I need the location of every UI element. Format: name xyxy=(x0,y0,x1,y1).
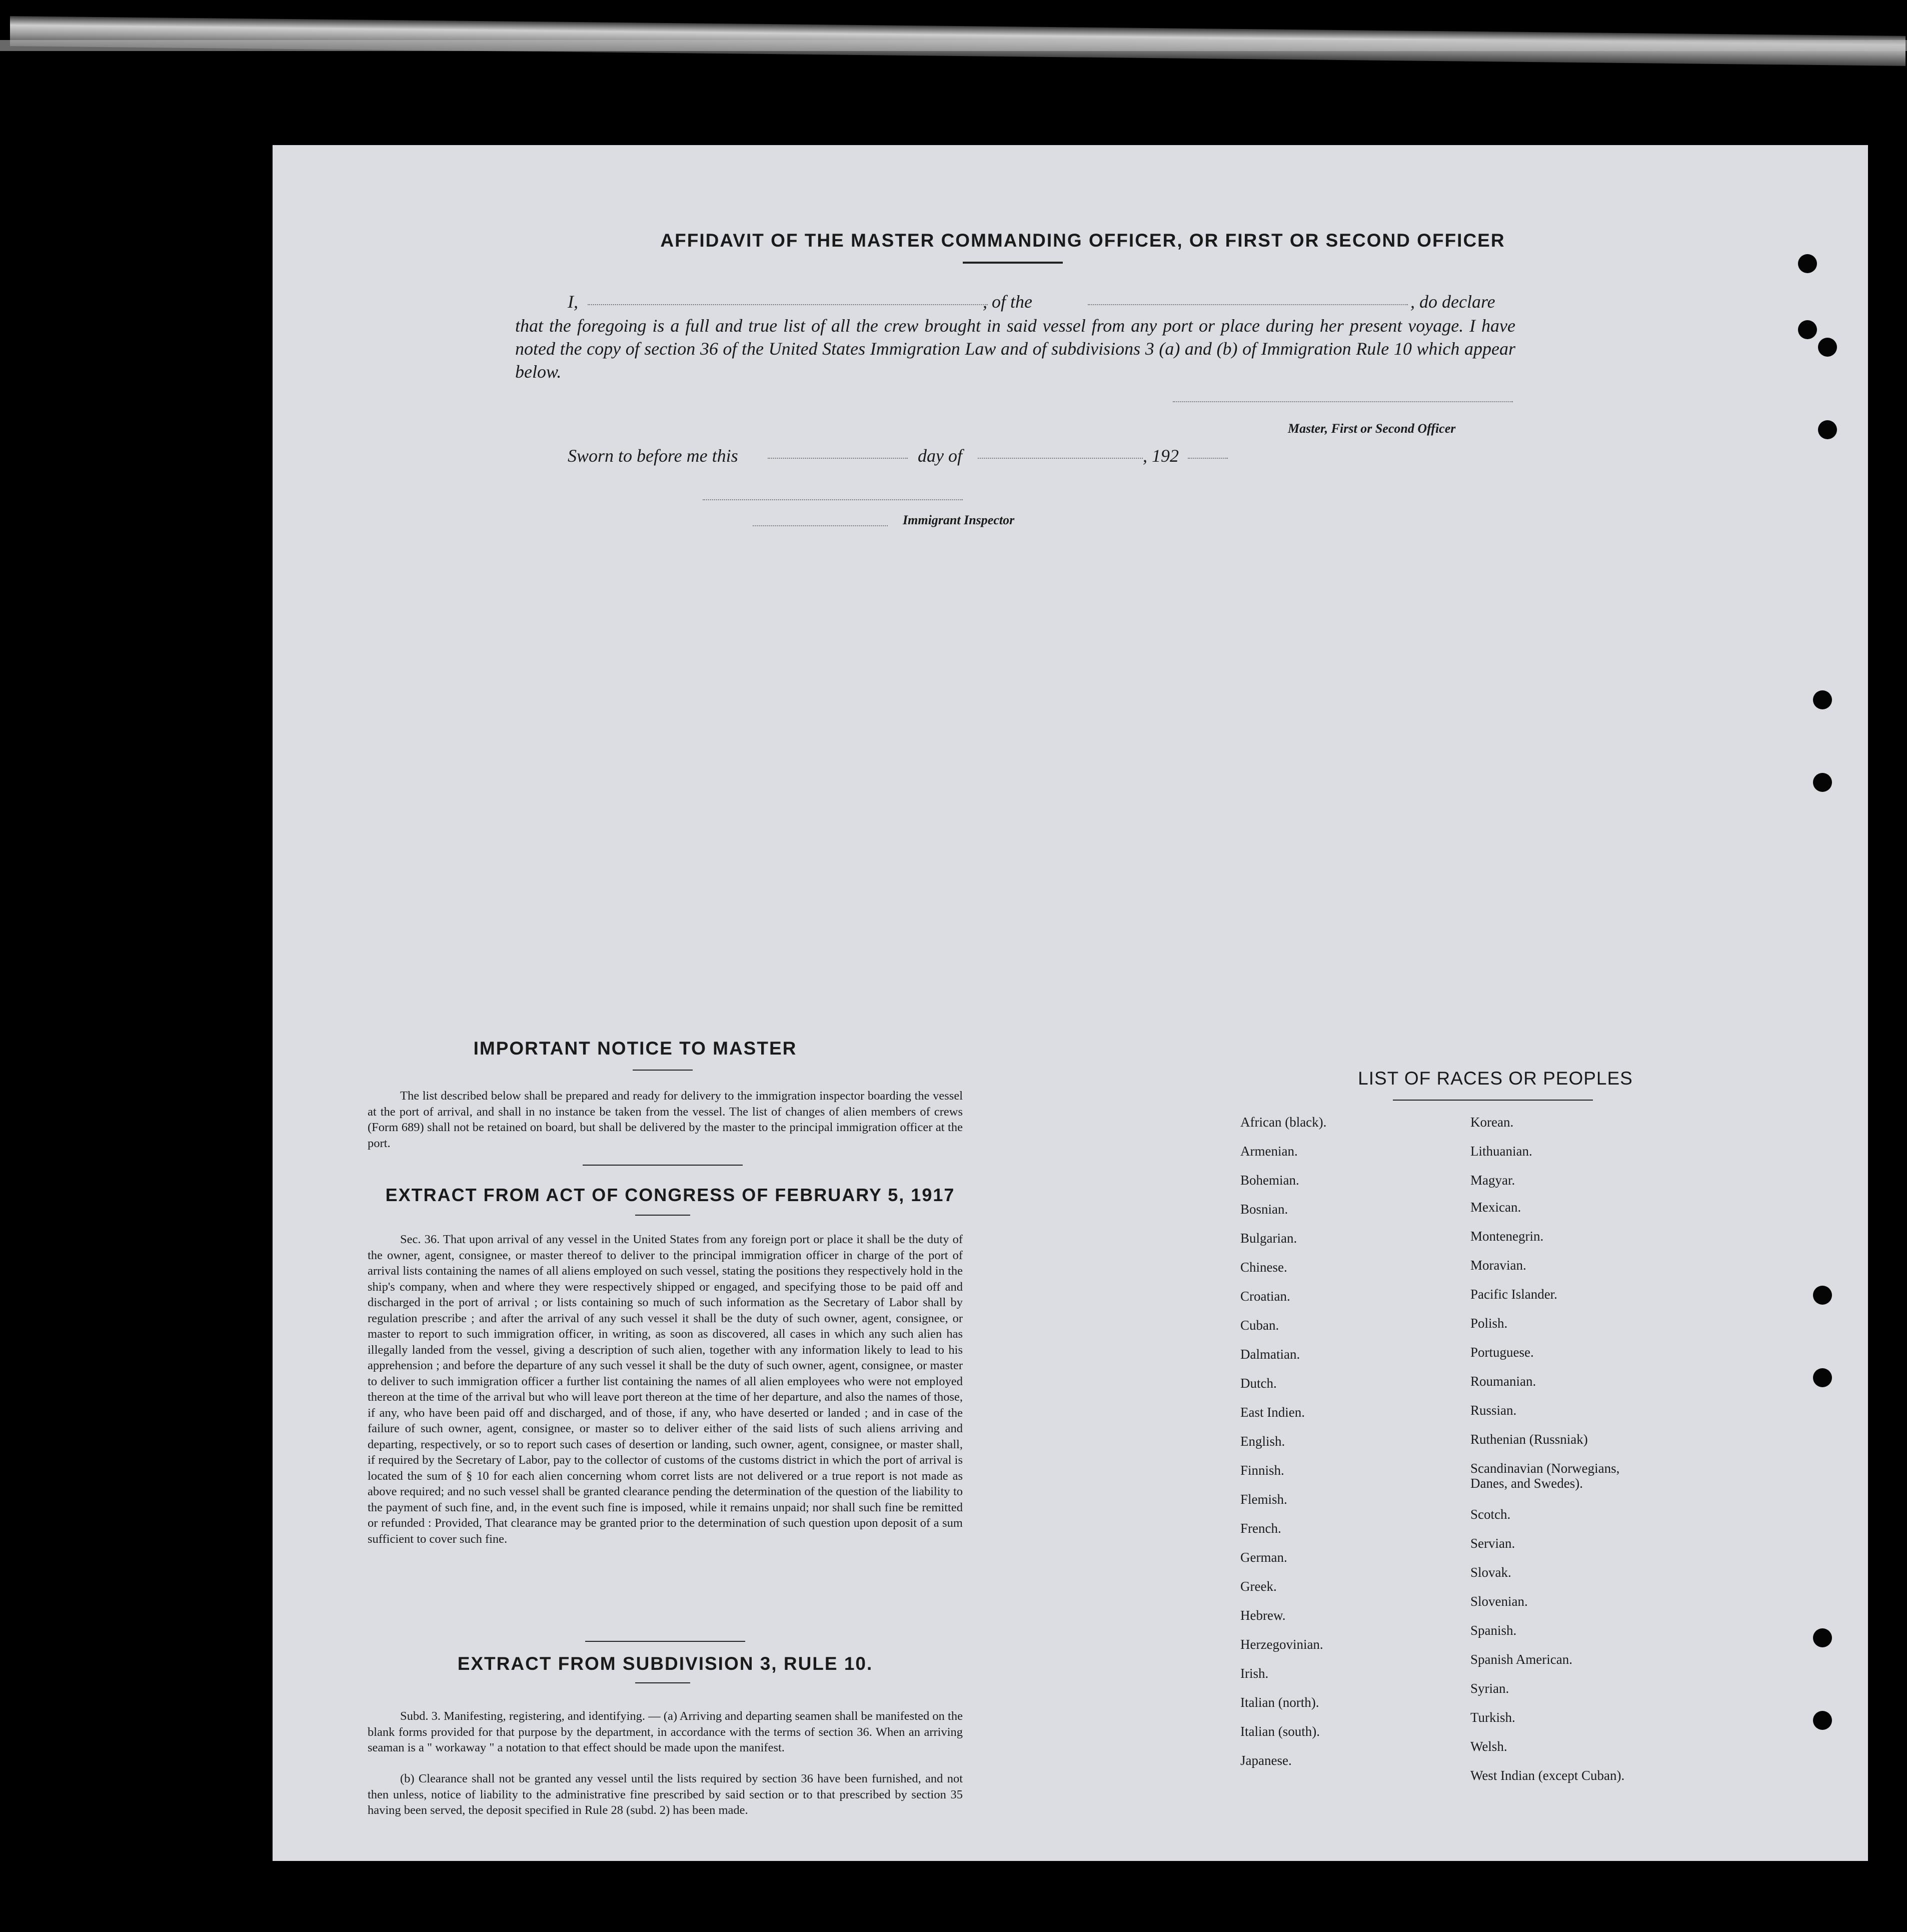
race-item: Finnish. xyxy=(1240,1463,1284,1478)
race-item: English. xyxy=(1240,1434,1285,1449)
punch-hole xyxy=(1813,1368,1832,1387)
race-item: Scotch. xyxy=(1470,1507,1511,1522)
notice-bottom-rule xyxy=(583,1165,743,1166)
inspector-signature-field[interactable] xyxy=(703,499,963,500)
punch-hole xyxy=(1813,773,1832,792)
race-item: Irish. xyxy=(1240,1666,1269,1681)
punch-hole xyxy=(1818,338,1837,357)
rule-title-rule xyxy=(635,1682,690,1683)
affidavit-title: AFFIDAVIT OF THE MASTER COMMANDING OFFICER, OR FIRST OR SECOND OFFICER xyxy=(660,230,1505,251)
race-item: German. xyxy=(1240,1550,1287,1565)
race-item: Portuguese. xyxy=(1470,1345,1534,1360)
race-item: Bohemian. xyxy=(1240,1173,1299,1188)
race-item: Ruthenian (Russniak) xyxy=(1470,1432,1588,1447)
race-item: Korean. xyxy=(1470,1115,1514,1130)
race-item: Mexican. xyxy=(1470,1200,1521,1215)
punch-hole xyxy=(1813,690,1832,709)
affidavit-text: that the foregoing is a full and true list of all the crew brought in said vessel from any port or place during her present voyage. I have noted the copy of section 36 of the United States Immigration Law and of subdivisions 3 (a) and (b) of Immigration Rule 10 which appear below. xyxy=(515,316,1515,382)
race-item: Polish. xyxy=(1470,1316,1508,1331)
affidavit-of-the: , of the xyxy=(983,292,1032,312)
punch-hole xyxy=(1813,1286,1832,1305)
scan-top-edge xyxy=(0,0,1907,75)
race-item: Spanish. xyxy=(1470,1623,1517,1638)
inspector-line xyxy=(753,525,888,526)
vessel-name-field[interactable] xyxy=(1088,304,1408,305)
act-rule xyxy=(635,1215,690,1216)
race-item: Japanese. xyxy=(1240,1753,1292,1768)
act-bottom-rule xyxy=(585,1641,745,1642)
race-item: Italian (north). xyxy=(1240,1695,1319,1710)
race-item: Chinese. xyxy=(1240,1260,1287,1275)
notice-rule xyxy=(633,1070,693,1071)
year-text: , 192 xyxy=(1143,446,1179,466)
race-item: Servian. xyxy=(1470,1536,1515,1551)
master-signature-field[interactable] xyxy=(1173,401,1513,402)
punch-hole xyxy=(1818,420,1837,439)
race-item: Turkish. xyxy=(1470,1710,1515,1725)
notice-text: The list described below shall be prepared and ready for delivery to the immigration inspector boarding the vessel at the port of arrival, and shall in no instance be taken from the vessel. The list of changes of alien members of crews (Form 689) shall not be retained on board, but shall be delivered by the master to the principal immigration officer at the port. xyxy=(368,1089,963,1150)
act-text: Sec. 36. That upon arrival of any vessel in the United States from any foreign port or place it shall be the duty of the owner, agent, consignee, or master thereof to deliver to the principal immigration officer in charge of the port of arrival lists containing the names of all aliens employed on such vessel, stating the positions they respectively hold in the ship's company, when and where they were respectively shipped or engaged, and specifying those to be paid off and discharged in the port of arrival ; or lists containing so much of such information as the Secretary of Labor shall by regulation prescribe ; and after the arrival of any such vessel it shall be the duty of such owner, agent, consignee, or master to report to such immigration officer, in writing, as soon as discovered, all cases in which any such alien has illegally landed from the vessel, giving a description of such alien, together with any information likely to lead to his apprehension ; and before the departure of any such vessel it shall be the duty of such owner, agent, consignee, or master to deliver to such immigration officer a further list containing the names of all alien employees who were not employed thereon at the time of the arrival but who will leave port thereon at the time of her departure, and also the names of those, if any, who have been paid off and discharged, and of those, if any, who have deserted or landed ; and in case of the failure of such owner, agent, consignee, or master so to deliver either of the said lists of such aliens arriving and departing, respectively, or so to report such cases of desertion or landing, such owner, agent, consignee, or master shall, if required by the Secretary of Labor, pay to the collector of customs of the customs district in which the port of arrival is located the sum of § 10 for each alien concerning whom corret lists are not delivered or a true report is not made as above required; and no such vessel shall be granted clearance pending the determination of the question of the liability to the payment of such fine, and, in the event such fine is imposed, while it remains unpaid; nor shall such fine be remitted or refunded : Provided, That clearance may be granted prior to the determination of such question upon deposit of a sum sufficient to cover such fine. xyxy=(368,1233,963,1546)
master-name-field[interactable] xyxy=(588,304,988,305)
race-item: East Indien. xyxy=(1240,1405,1305,1420)
race-item: Herzegovinian. xyxy=(1240,1637,1323,1652)
race-item: Spanish American. xyxy=(1470,1652,1572,1667)
inspector-caption: Immigrant Inspector xyxy=(903,513,1015,527)
sworn-month-field[interactable] xyxy=(978,458,1143,459)
race-item: Moravian. xyxy=(1470,1258,1526,1273)
scan-edge-highlight xyxy=(0,40,1907,51)
punch-hole xyxy=(1798,320,1817,339)
notice-title: IMPORTANT NOTICE TO MASTER xyxy=(473,1038,797,1059)
master-signature-caption: Master, First or Second Officer xyxy=(1288,421,1456,436)
sworn-day-field[interactable] xyxy=(768,458,908,459)
race-item: Croatian. xyxy=(1240,1289,1290,1304)
affidavit-i: I, xyxy=(568,292,578,312)
document-page xyxy=(273,145,1868,1861)
race-item: Montenegrin. xyxy=(1470,1229,1544,1244)
sworn-text: Sworn to before me this xyxy=(568,446,738,466)
affidavit-do-declare: , do declare xyxy=(1410,292,1495,312)
race-item: French. xyxy=(1240,1521,1281,1536)
act-title: EXTRACT FROM ACT OF CONGRESS OF FEBRUARY 5, 1917 xyxy=(385,1185,955,1205)
race-item: Welsh. xyxy=(1470,1739,1507,1754)
races-title: LIST OF RACES OR PEOPLES xyxy=(1358,1068,1633,1089)
race-item: Syrian. xyxy=(1470,1681,1509,1696)
punch-hole xyxy=(1813,1711,1832,1730)
race-item: Bulgarian. xyxy=(1240,1231,1297,1246)
race-item: Cuban. xyxy=(1240,1318,1279,1333)
race-item: Lithuanian. xyxy=(1470,1144,1532,1159)
race-item: Hebrew. xyxy=(1240,1608,1286,1623)
punch-hole xyxy=(1798,254,1817,273)
race-item: Dalmatian. xyxy=(1240,1347,1300,1362)
affidavit-title-rule xyxy=(963,262,1063,264)
race-item: West Indian (except Cuban). xyxy=(1470,1768,1625,1783)
race-item: Roumanian. xyxy=(1470,1374,1536,1389)
race-item: Bosnian. xyxy=(1240,1202,1288,1217)
race-item: Pacific Islander. xyxy=(1470,1287,1557,1302)
race-item: Slovak. xyxy=(1470,1565,1511,1580)
race-item: Dutch. xyxy=(1240,1376,1277,1391)
rule-text-b: (b) Clearance shall not be granted any vessel until the lists required by section 36 have been furnished, and not then unless, notice of liability to the administrative fine prescribed by said section or to that prescribed by section 35 having been served, the deposit specified in Rule 28 (subd. 2) has been made. xyxy=(368,1772,963,1817)
sworn-year-field[interactable] xyxy=(1188,458,1228,459)
race-item: African (black). xyxy=(1240,1115,1327,1130)
race-item: Magyar. xyxy=(1470,1173,1515,1188)
race-item: Armenian. xyxy=(1240,1144,1298,1159)
punch-hole xyxy=(1813,1628,1832,1647)
race-item: Russian. xyxy=(1470,1403,1517,1418)
rule-text-a: Subd. 3. Manifesting, registering, and identifying. — (a) Arriving and departing seamen shall be manifested on the blank forms provided for that purpose by the department, in accordance with the terms of section 36. When an arriving seaman is a " workaway " a notation to that effect should be made upon the manifest. xyxy=(368,1709,963,1754)
day-of-text: day of xyxy=(918,446,962,466)
race-item: Slovenian. xyxy=(1470,1594,1528,1609)
rule-title: EXTRACT FROM SUBDIVISION 3, RULE 10. xyxy=(457,1653,873,1674)
races-rule xyxy=(1393,1100,1593,1101)
race-item: Italian (south). xyxy=(1240,1724,1320,1739)
race-item: Scandinavian (Norwegians, Danes, and Swedes). xyxy=(1470,1461,1620,1491)
race-item: Greek. xyxy=(1240,1579,1277,1594)
race-item: Flemish. xyxy=(1240,1492,1287,1507)
